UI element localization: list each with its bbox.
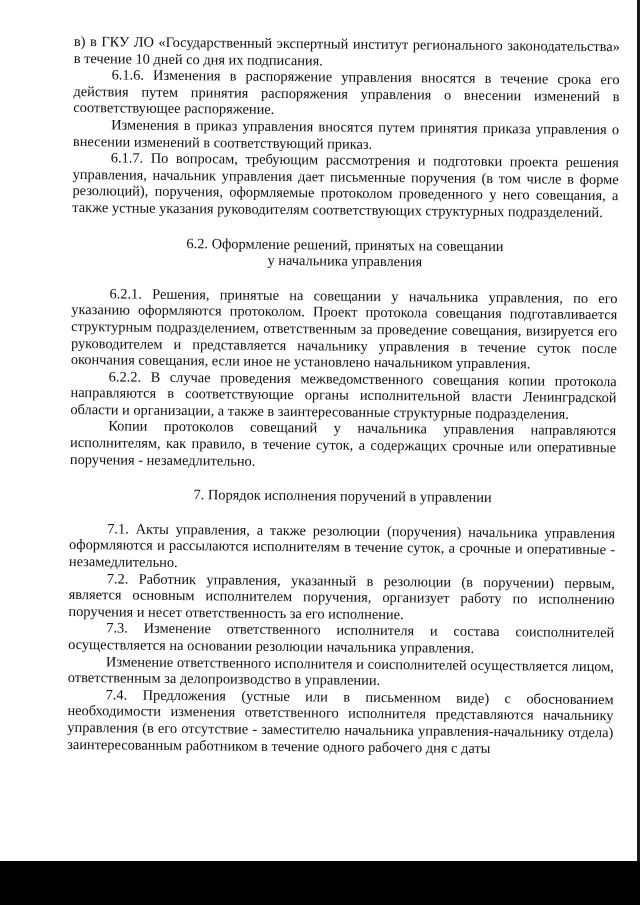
paragraph-7-2: 7.2. Работник управления, указанный в резолюции (в поручении) первым, является основным исполнителем поручения, организует работу по исполнению поручения и несет ответственность за его исполнение. xyxy=(68,570,615,624)
scan-edge-bottom xyxy=(0,861,640,905)
paragraph-6-2-1: 6.2.1. Решения, принятые на совещании у начальника управления, по его указанию оформляются протоколом. Проект протокола совещания подготавливается структурным подразделением, ответственным за проведение совещания, визируется его руководителем и представляется начальнику управления в течение суток после окончания совещания, если иное не установлено начальником управления. xyxy=(70,286,618,373)
section-6-2-heading-line2: у начальника управления xyxy=(267,252,423,271)
paragraph-executor-change: Изменение ответственного исполнителя и соисполнителей осуществляется лицом, ответственным за делопроизводство в управлении. xyxy=(67,653,615,690)
document-body xyxy=(67,34,620,758)
paragraph-6-1-5-v: в) в ГКУ ЛО «Государственный экспертный институт регионального законодательства» в течение 10 дней со дня их подписания. xyxy=(73,34,620,69)
paragraph-6-1-6: 6.1.6. Изменения в распоряжение управления вносятся в течение срока его действия путем принятия распоряжения управления о внесении изменений в соответствующее распоряжение. xyxy=(73,67,620,119)
paragraph-order-changes: Изменения в приказ управления вносятся путем принятия приказа управления о внесении изменений в соответствующий приказ. xyxy=(72,117,620,153)
paragraph-protocol-copies: Копии протоколов совещаний у начальника управления направляются исполнителям, как правило, в течение суток, а содержащих срочные или оперативные поручения - незамедлительно. xyxy=(69,418,617,470)
paragraph-6-1-7: 6.1.7. По вопросам, требующим рассмотрения и подготовки проекта решения управления, начальник управления дает письменные поручения (в том числе в форме резолюций), поручения, оформляемые протоколом проведенного у него совещания, а также устные указания руководителям соответствующих структурных подразделений. xyxy=(72,150,619,222)
paragraph-6-2-2: 6.2.2. В случае проведения межведомственного совещания копии протокола направляются в соответствующие органы исполнительной власти Ленинградской области и организации, а также в заинтересованные структурные подразделения. xyxy=(70,369,617,423)
paragraph-7-3: 7.3. Изменение ответственного исполнителя и состава соисполнителей осуществляется на основании резолюции начальника управления. xyxy=(68,620,615,657)
paragraph-7-1: 7.1. Акты управления, а также резолюции (поручения) начальника управления оформляются и рассылаются исполнителям в течение суток, а срочные и оперативные - незамедлительно. xyxy=(68,521,616,572)
paragraph-7-4: 7.4. Предложения (устные или в письменном виде) с обоснованием необходимости изменения ответственного исполнителя представляются начальнику управления (в его отсутствие - заместителю начальника управления-начальнику отдела) заинтересованным работником в течение одного рабочего дня с даты xyxy=(67,687,614,757)
section-6-2-heading-line1: 6.2. Оформление решений, принятых на совещании xyxy=(186,235,504,255)
section-7-heading: 7. Порядок исполнения поручений в управлении xyxy=(193,487,492,507)
